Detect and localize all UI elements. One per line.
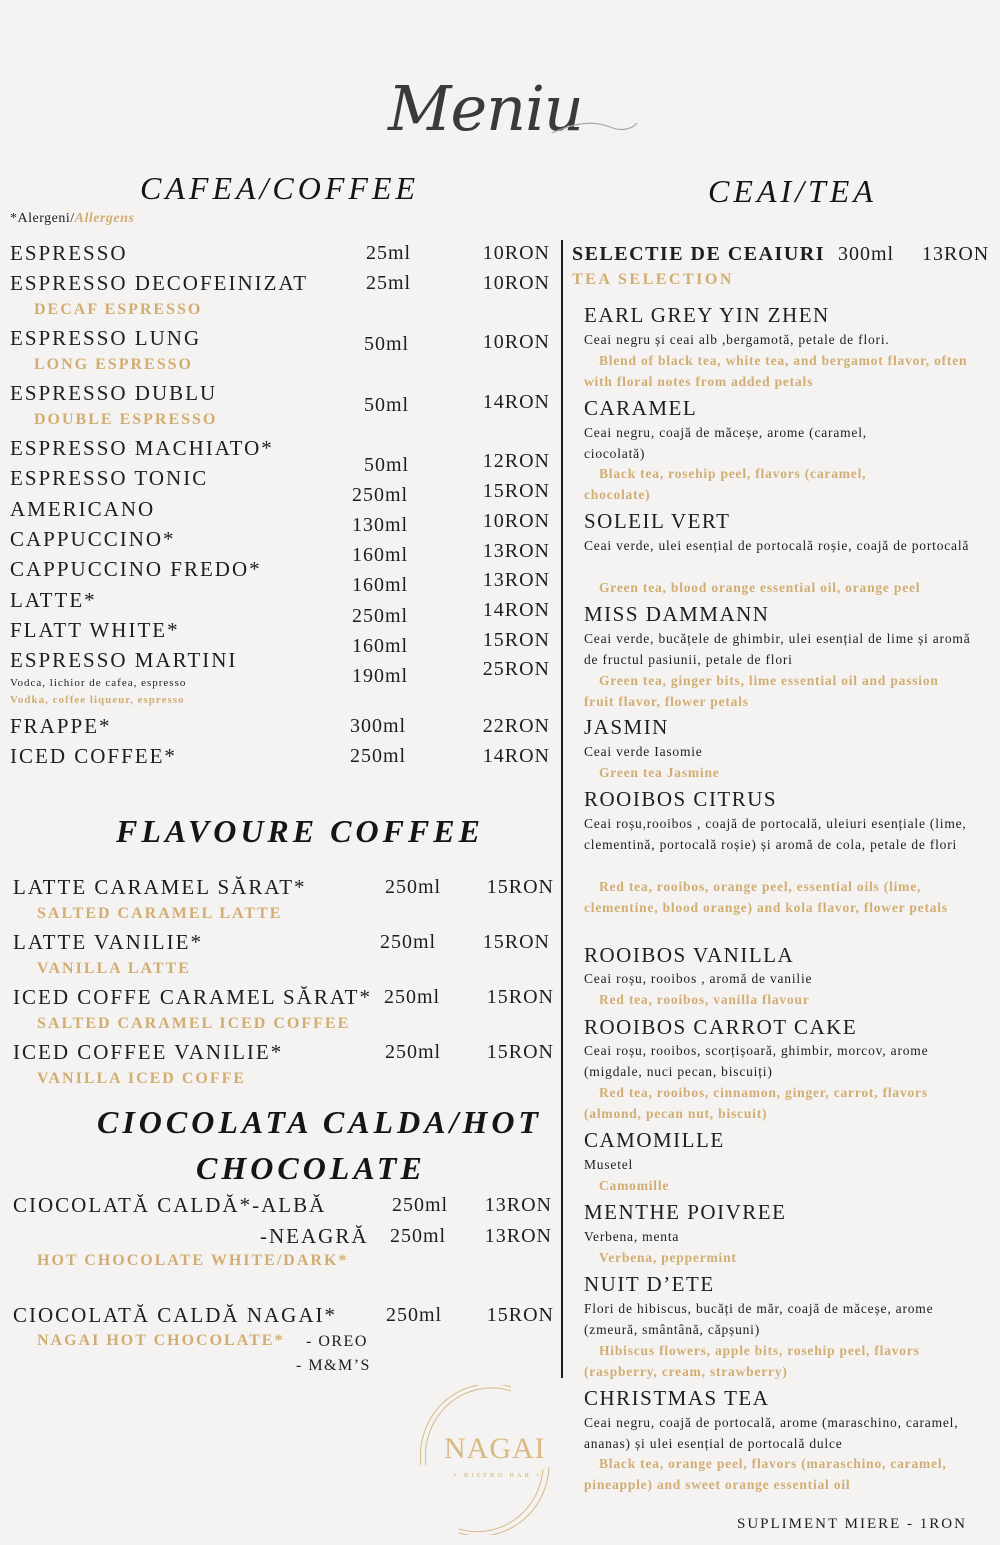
logo-tagline: • BISTRO BAR • [454,1472,542,1479]
tea-item-description: Ceai negru și ceai alb ,bergamotă, petale de flori. [584,332,890,347]
logo-brand-name: NAGAI [444,1432,546,1465]
coffee-item-name: ESPRESSO MACHIATO* [10,436,274,460]
coffee-item-volume: 250ml [352,605,409,627]
tea-selection-name: SELECTIE DE CEAIURI [572,243,826,265]
flavoured-coffee-heading: FLAVOURE COFFEE [116,813,484,849]
coffee-item-price: 15RON [482,629,550,651]
tea-item-description: Verbena, menta [584,1229,680,1244]
tea-section-heading: CEAI/TEA [708,173,877,209]
coffee-item-name: LATTE* [10,588,97,612]
coffee-item-volume: 50ml [364,333,410,355]
hot-chocolate-subtitle: HOT CHOCOLATE WHITE/DARK* [37,1252,349,1269]
coffee-item-volume: 25ml [366,242,412,264]
coffee-item-volume: 300ml [350,715,407,737]
flavoured-item-price: 15RON [486,1041,554,1063]
tea-item-name: CAMOMILLE [584,1128,725,1152]
tea-item-description: Ceai verde, bucățele de ghimbir, ulei esențial de lime și aromă de fructul pasiunii, petale de flori [584,631,971,667]
hot-chocolate-heading-line2: CHOCOLATE [196,1150,426,1186]
tea-item-description-en: Blend of black tea, white tea, and bergamot flavor, often with floral notes from added petals [584,353,968,389]
flavoured-item-name: LATTE VANILIE* [13,930,203,954]
tea-item-name: SOLEIL VERT [584,509,731,533]
flavoured-item-volume: 250ml [385,876,442,898]
coffee-item-volume: 50ml [364,454,410,476]
tea-item-description-en: Red tea, rooibos, cinnamon, ginger, carrot, flavors (almond, pecan nut, biscuit) [584,1085,928,1121]
hot-chocolate-item-price: 13RON [484,1194,552,1216]
coffee-item-description: Vodca, lichior de cafea, espresso [10,677,187,689]
coffee-item-price: 15RON [482,480,550,502]
coffee-item-price: 25RON [482,658,550,680]
tea-item-description-en: Red tea, rooibos, orange peel, essential oils (lime, clementine, blood orange) and kola flavor, flower petals [584,879,948,915]
tea-item-description-en: Camomille [599,1178,670,1193]
tea-item-name: ROOIBOS CARROT CAKE [584,1015,858,1039]
hot-chocolate-item-price: 13RON [484,1225,552,1247]
tea-item-description-en: Red tea, rooibos, vanilla flavour [599,992,810,1007]
coffee-item-name: FLATT WHITE* [10,618,180,642]
tea-item-name: ROOIBOS CITRUS [584,787,778,811]
coffee-item-name: ESPRESSO LUNG [10,326,202,350]
tea-item-description-en: Hibiscus flowers, apple bits, rosehip peel, flavors (raspberry, cream, strawberry) [584,1343,920,1379]
coffee-item-name: CAPPUCCINO FREDO* [10,557,262,581]
hot-chocolate-item-volume: 250ml [390,1225,447,1247]
flavoured-item-volume: 250ml [385,1041,442,1063]
coffee-item-price: 12RON [482,450,550,472]
coffee-item-price: 10RON [482,272,550,294]
flavoured-item-subtitle: VANILLA ICED COFFE [37,1070,247,1087]
coffee-item-price: 22RON [482,715,550,737]
decorative-swash-icon [550,105,640,145]
allergen-label: *Alergeni/ [10,211,75,226]
coffee-item-volume: 25ml [366,272,412,294]
coffee-item-name: ICED COFFEE* [10,744,177,768]
flavoured-item-name: ICED COFFEE VANILIE* [13,1040,284,1064]
tea-selection-volume: 300ml [838,243,895,265]
honey-supplement-note: SUPLIMENT MIERE - 1RON [737,1516,967,1532]
hot-chocolate-item-name: CIOCOLATĂ CALDĂ*-ALBĂ [13,1193,327,1217]
flavoured-item-price: 15RON [486,876,554,898]
tea-item-name: EARL GREY YIN ZHEN [584,303,830,327]
tea-item-name: MISS DAMMANN [584,602,770,626]
hot-chocolate-item-name: CIOCOLATĂ CALDĂ NAGAI* [13,1303,337,1327]
hot-chocolate-heading-line1: CIOCOLATA CALDA/HOT [97,1104,542,1140]
tea-item-description: Ceai negru, coajă de portocală, arome (maraschino, caramel, ananas) și ulei esențial de portocală dulce [584,1415,959,1451]
menu-title: Meniu [388,72,583,145]
flavoured-item-subtitle: VANILLA LATTE [37,960,191,977]
coffee-item-price: 10RON [482,242,550,264]
flavoured-item-name: ICED COFFE CARAMEL SĂRAT* [13,985,373,1009]
flavoured-item-name: LATTE CARAMEL SĂRAT* [13,875,307,899]
tea-item-description-en: Verbena, peppermint [599,1250,737,1265]
coffee-item-name: FRAPPE* [10,714,112,738]
hot-chocolate-item-volume: 250ml [386,1304,443,1326]
coffee-item-name: ESPRESSO DUBLU [10,381,218,405]
flavoured-item-price: 15RON [482,931,550,953]
tea-item-description-en: Green tea Jasmine [599,765,720,780]
tea-item-description: Musetel [584,1157,634,1172]
coffee-item-price: 13RON [482,569,550,591]
coffee-item-volume: 190ml [352,665,409,687]
coffee-item-price: 13RON [482,540,550,562]
coffee-section-heading: CAFEA/COFFEE [140,170,420,206]
hot-chocolate-item-volume: 250ml [392,1194,449,1216]
tea-item-name: CHRISTMAS TEA [584,1386,770,1410]
tea-item-description-en: Green tea, ginger bits, lime essential oil and passion fruit flavor, flower petals [584,673,939,709]
coffee-item-volume: 160ml [352,635,409,657]
tea-item-description: Ceai verde, ulei esențial de portocală roșie, coajă de portocală [584,538,970,553]
coffee-item-description-en: Vodka, coffee liqueur, espresso [10,694,185,706]
tea-item-name: CARAMEL [584,396,698,420]
tea-item-description: Ceai roșu, rooibos , aromă de vanilie [584,971,813,986]
flavoured-item-price: 15RON [486,986,554,1008]
tea-item-name: ROOIBOS VANILLA [584,943,795,967]
hot-chocolate-option: - OREO [306,1333,368,1350]
tea-selection-price: 13RON [922,243,990,265]
flavoured-item-subtitle: SALTED CARAMEL ICED COFFEE [37,1015,351,1032]
flavoured-item-subtitle: SALTED CARAMEL LATTE [37,905,283,922]
coffee-item-volume: 50ml [364,394,410,416]
tea-item-name: NUIT D’ETE [584,1272,715,1296]
allergen-label-en: Allergens [74,211,135,226]
coffee-item-name: CAPPUCCINO* [10,527,176,551]
flavoured-item-volume: 250ml [380,931,437,953]
flavoured-item-volume: 250ml [384,986,441,1008]
tea-item-description-en: Black tea, rosehip peel, flavors (caramel, chocolate) [584,466,867,502]
coffee-item-volume: 160ml [352,574,409,596]
tea-item-description: Ceai verde Iasomie [584,744,703,759]
coffee-item-name: ESPRESSO [10,241,128,265]
coffee-item-volume: 250ml [352,484,409,506]
coffee-item-volume: 250ml [350,745,407,767]
column-divider [561,240,563,1378]
allergen-note [10,211,134,227]
hot-chocolate-item-name: -NEAGRĂ [260,1224,369,1248]
coffee-item-name: ESPRESSO DECOFEINIZAT [10,271,309,295]
coffee-item-name: ESPRESSO TONIC [10,466,209,490]
coffee-item-volume: 160ml [352,544,409,566]
coffee-item-volume: 130ml [352,514,409,536]
coffee-item-price: 14RON [482,599,550,621]
hot-chocolate-option: - M&M’S [296,1357,371,1374]
tea-item-description: Ceai negru, coajă de măceșe, arome (caramel, ciocolată) [584,425,867,461]
coffee-item-name: AMERICANO [10,497,156,521]
coffee-item-price: 10RON [482,331,550,353]
coffee-item-subtitle: DOUBLE ESPRESSO [34,411,218,428]
coffee-item-subtitle: LONG ESPRESSO [34,356,193,373]
tea-selection-subtitle: TEA SELECTION [572,271,734,288]
tea-item-name: MENTHE POIVREE [584,1200,787,1224]
coffee-item-subtitle: DECAF ESPRESSO [34,301,203,318]
coffee-item-price: 14RON [482,391,550,413]
hot-chocolate-subtitle: NAGAI HOT CHOCOLATE* [37,1332,285,1349]
tea-item-description-en: Green tea, blood orange essential oil, orange peel [599,580,921,595]
tea-item-name: JASMIN [584,715,669,739]
coffee-item-name: ESPRESSO MARTINI [10,648,238,672]
tea-item-description: Flori de hibiscus, bucăți de măr, coajă de măceșe, arome (zmeură, smântână, căpșuni) [584,1301,934,1337]
tea-item-description: Ceai roșu, rooibos, scorțișoară, ghimbir, morcov, arome (migdale, nuci pecan, biscuiți) [584,1043,929,1079]
hot-chocolate-item-price: 15RON [486,1304,554,1326]
tea-item-description-en: Black tea, orange peel, flavors (maraschino, caramel, pineapple) and sweet orange essential oil [584,1456,947,1492]
coffee-item-price: 10RON [482,510,550,532]
coffee-item-price: 14RON [482,745,550,767]
tea-item-description: Ceai roșu,rooibos , coajă de portocală, uleiuri esențiale (lime, clementină, portocală roșie) și aromă de cola, petale de flori [584,816,967,852]
